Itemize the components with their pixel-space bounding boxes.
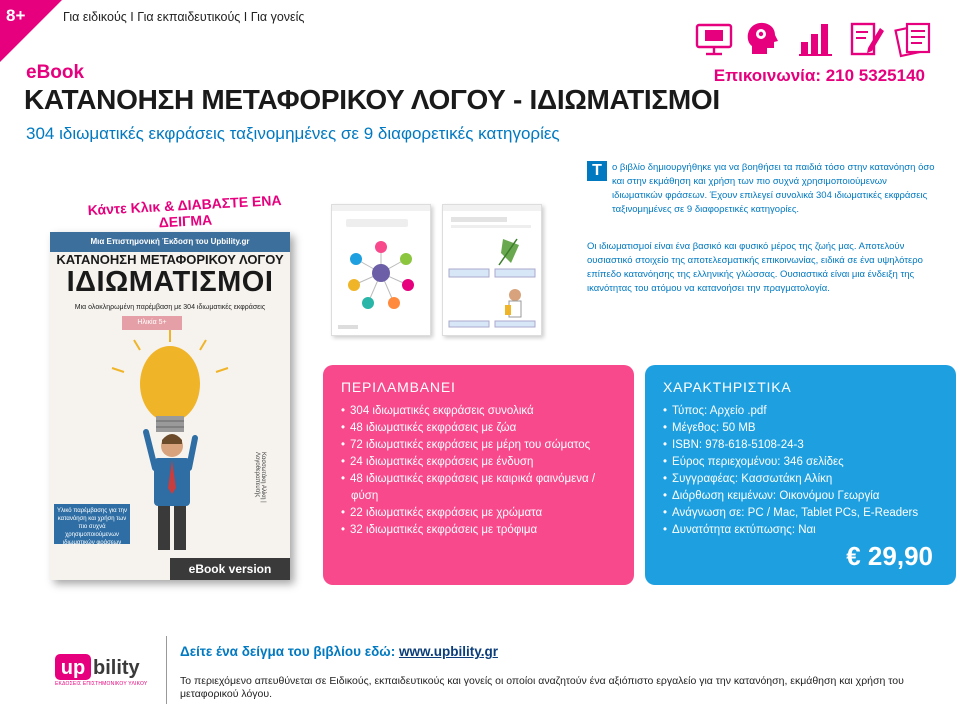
read-sample-cta[interactable]: Κάντε Κλικ & ΔΙΑΒΑΣΤΕ ΕΝΑ ΔΕΙΓΜΑ [87,191,282,231]
list-item: • 304 ιδιωματικές εκφράσεις συνολικά [341,403,616,420]
presentation-icon [694,18,734,58]
sample-text: Δείτε ένα δείγμα του βιβλίου εδώ: [180,644,399,659]
page-subtitle: 304 ιδιωματικές εκφράσεις ταξινομημένες σε 9 διαφορετικές κατηγορίες [26,124,560,143]
book-author-spine: Κασσωτάκη Αλίκη | Λογοθεραπευτής [254,452,266,503]
head-gear-icon [742,18,782,58]
age-badge-label: 8+ [6,6,26,25]
list-item: • 32 ιδιωματικές εκφράσεις με τρόφιμα [341,522,616,539]
footer-divider [166,636,167,704]
includes-list [341,403,616,539]
edit-note-icon [846,18,886,58]
list-item: • Μέγεθος: 50 MB [663,420,938,437]
list-item: • Συγγραφέας: Κασσωτάκη Αλίκη [663,471,938,488]
page-title: ΚΑΤΑΝΟΗΣΗ ΜΕΤΑΦΟΡΙΚΟΥ ΛΟΓΟΥ - ΙΔΙΩΜΑΤΙΣΜΟΙ [24,84,720,115]
bar-chart-icon [796,18,836,58]
exercise-sample-illustration [443,205,541,335]
list-item: • 48 ιδιωματικές εκφράσεις με ζώα [341,420,616,437]
svg-text:up: up [60,657,86,679]
description-paragraph-2: Οι ιδιωματισμοί είναι ένα βασικό και φυσικό μέρος της ζωής μας. Αποτελούν ουσιαστικό στοιχείο της αποτελεσματικής επικοινωνίας, ειδικά σε ένα υψηλότερο επίπεδο κατανόησης της ελληνικής γλώσσας. Ουσιαστικά είναι μια ένδειξη της ικανότητας του ατόμου να κατανοήσει την πραγματολογία. [587,241,923,294]
book-title-line3: Μια ολοκληρωμένη παρέμβαση με 304 ιδιωματικές εκφράσεις [74,304,266,311]
list-item: • Ανάγνωση σε: PC / Mac, Tablet PCs, E-Readers [663,505,938,522]
features-heading: ΧΑΡΑΚΤΗΡΙΣΤΙΚΑ [663,379,792,395]
book-description-tag: Υλικό παρέμβασης για την κατανόηση και χρήση των πιο συχνά χρησιμοποιούμενων ιδιωματικών φράσεων [54,504,130,544]
sample-link[interactable]: www.upbility.gr [398,644,498,659]
logo-tagline: ΕΚΔΟΣΕΙΣ ΕΠΙΣΤΗΜΟΝΙΚΟΥ ΥΛΙΚΟΥ [55,681,148,687]
list-item: • ISBN: 978-618-5108-24-3 [663,437,938,454]
features-list [663,403,938,539]
list-item: • 72 ιδιωματικές εκφράσεις με μέρη του σώματος [341,437,616,454]
book-series-banner: Μια Επιστημονική Έκδοση του Upbility.gr [50,232,290,252]
documents-icon [894,18,934,58]
list-item: • Εύρος περιεχομένου: 346 σελίδες [663,454,938,471]
ebook-label: eBook [26,62,85,83]
list-item: • 24 ιδιωματικές εκφράσεις με ένδυση [341,454,616,471]
description-paragraph-1: ο βιβλίο δημιουργήθηκε για να βοηθήσει τα παιδιά τόσο στην κατανόηση όσο και στην εκμάθηση και χρήση των πιο συχνά χρησιμοποιούμενων ιδιωματικών φράσεων. Έχουν επιλεγεί συνολικά 304 ιδιωματικές εκφράσεις ταξινομημένες σε 9 διαφορετικές κατηγορίες. [612,162,935,215]
book-version-label: eBook version [170,558,290,580]
includes-box [323,365,634,585]
list-item: • Διόρθωση κειμένων: Οικονόμου Γεωργία [663,488,938,505]
upbility-logo[interactable] [55,652,155,682]
description-drop-cap: Τ [587,161,607,181]
svg-text:bility: bility [93,657,140,679]
list-item: • 22 ιδιωματικές εκφράσεις με χρώματα [341,505,616,522]
footer-note: Το περιεχόμενο απευθύνεται σε Ειδικούς, εκπαιδευτικούς και γονείς οι οποίοι αναζητούν ένα αξιόπιστο εργαλείο για την κατανόηση, εκμάθηση και χρήση του μεταφορικού λόγου. [180,675,904,700]
sample-link-line [180,644,498,659]
book-age-badge: Ηλικία 5+ [122,316,182,330]
audience-line: Για ειδικούς I Για εκπαιδευτικούς I Για γονείς [63,10,305,24]
sample-page-thumbnail-1[interactable] [331,204,431,336]
list-item: • 48 ιδιωματικές εκφράσεις με καιρικά φαινόμενα / φύση [341,471,616,505]
price-label: € 29,90 [846,541,933,571]
book-cover[interactable] [50,232,290,580]
contact-phone[interactable]: Επικοινωνία: 210 5325140 [713,66,925,85]
book-title-line2: ΙΔΙΩΜΑΤΙΣΜΟΙ [66,266,274,298]
includes-heading: ΠΕΡΙΛΑΜΒΑΝΕΙ [341,379,456,395]
list-item: • Δυνατότητα εκτύπωσης: Ναι [663,522,938,539]
mindmap-sample-illustration [332,205,430,335]
sample-page-thumbnail-2[interactable] [442,204,542,336]
book-title-line1: ΚΑΤΑΝΟΗΣΗ ΜΕΤΑΦΟΡΙΚΟΥ ΛΟΓΟΥ [56,252,284,267]
list-item: • Τύπος: Αρχείο .pdf [663,403,938,420]
